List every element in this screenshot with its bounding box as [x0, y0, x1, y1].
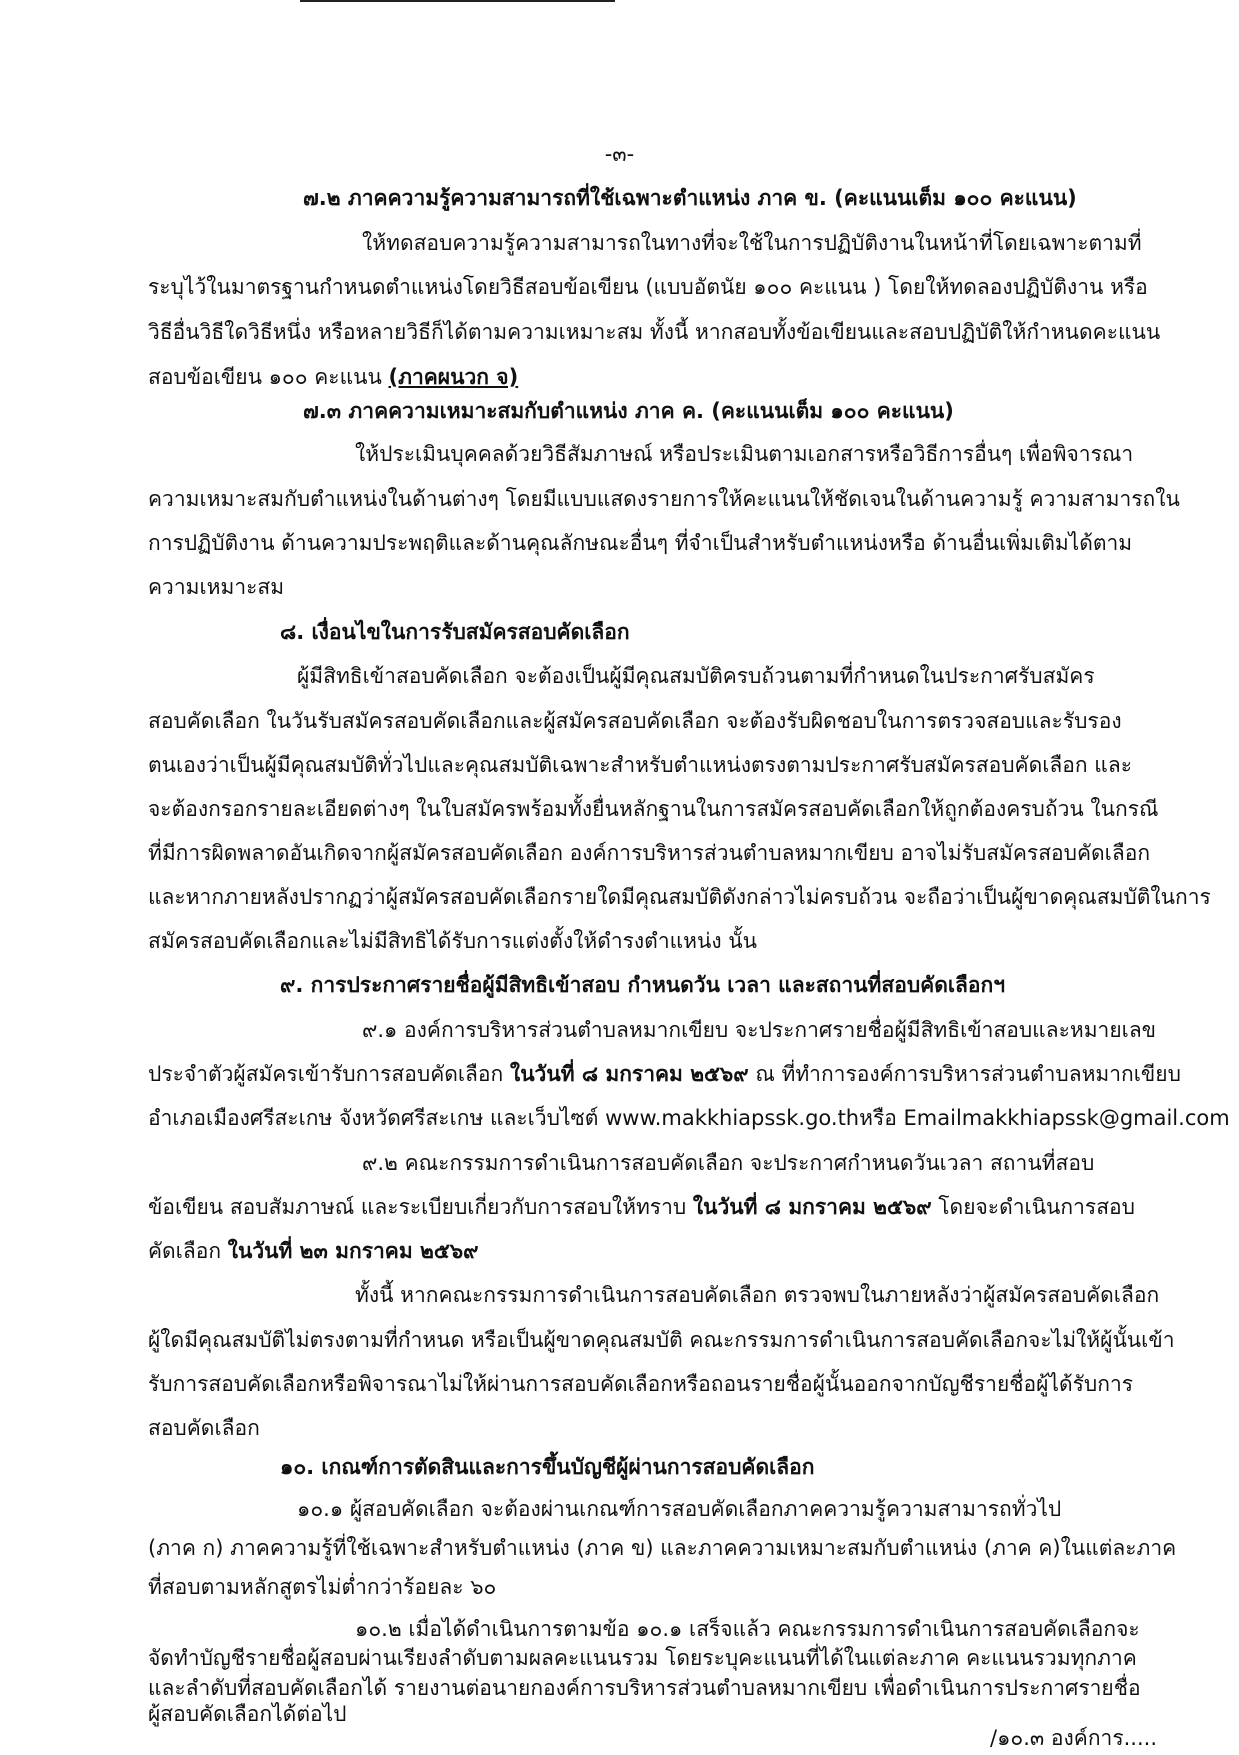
- section-9-line: ๙.๒ คณะกรรมการดำเนินการสอบคัดเลือก จะประกาศกำหนดวันเวลา สถานที่สอบ: [362, 1151, 1095, 1175]
- section-9-line: ผู้ใดมีคุณสมบัติไม่ตรงตามที่กำหนด หรือเป็นผู้ขาดคุณสมบัติ คณะกรรมการดำเนินการสอบคัดเลือกจะไม่ให้ผู้นั้นเข้า: [148, 1328, 1175, 1352]
- section-10-line: (ภาค ก) ภาคความรู้ที่ใช้เฉพาะสำหรับตำแหน่ง (ภาค ข) และภาคความเหมาะสมกับตำแหน่ง (ภาค ค)ในแต่ละภาค: [148, 1536, 1177, 1560]
- section-9-line: สอบคัดเลือก: [148, 1416, 260, 1440]
- announcement-date: ในวันที่ ๘ มกราคม ๒๕๖๙: [509, 1062, 749, 1086]
- exam-date: ในวันที่ ๒๓ มกราคม ๒๕๖๙: [227, 1239, 479, 1263]
- section-7-2-line: ให้ทดสอบความรู้ความสามารถในทางที่จะใช้ในการปฏิบัติงานในหน้าที่โดยเฉพาะตามที่: [362, 231, 1142, 255]
- section-8-line: จะต้องกรอกรายละเอียดต่างๆ ในใบสมัครพร้อมทั้งยื่นหลักฐานในการสมัครสอบคัดเลือกให้ถูกต้องครบถ้วน ในกรณี: [148, 797, 1159, 821]
- section-9-text: ประจำตัวผู้สมัครเข้ารับการสอบคัดเลือก: [148, 1062, 504, 1086]
- section-8-line: สอบคัดเลือก ในวันรับสมัครสอบคัดเลือกและผู้สมัครสอบคัดเลือก จะต้องรับผิดชอบในการตรวจสอบและรับรอง: [148, 709, 1122, 733]
- schedule-announcement-date: ในวันที่ ๘ มกราคม ๒๕๖๙: [692, 1195, 932, 1219]
- section-9-text: คัดเลือก: [148, 1239, 222, 1263]
- page-number: -๓-: [604, 142, 635, 166]
- section-10-line: ๑๐.๒ เมื่อได้ดำเนินการตามข้อ ๑๐.๑ เสร็จแล้ว คณะกรรมการดำเนินการสอบคัดเลือกจะ: [355, 1617, 1140, 1641]
- section-9-line: รับการสอบคัดเลือกหรือพิจารณาไม่ให้ผ่านการสอบคัดเลือกหรือถอนรายชื่อผู้นั้นออกจากบัญชีรายชื่อผู้ได้รับการ: [148, 1372, 1134, 1396]
- section-8-heading: ๘. เงื่อนไขในการรับสมัครสอบคัดเลือก: [280, 620, 630, 644]
- page-continuation-marker: /๑๐.๓ องค์การ.....: [990, 1726, 1158, 1750]
- section-7-2-line: ระบุไว้ในมาตรฐานกำหนดตำแหน่งโดยวิธีสอบข้อเขียน (แบบอัตนัย ๑๐๐ คะแนน ) โดยให้ทดลองปฏิบัติงาน หรือ: [148, 275, 1148, 299]
- section-9-line: [148, 1236, 478, 1266]
- section-10-line: ผู้สอบคัดเลือกได้ต่อไป: [148, 1702, 347, 1726]
- section-7-2-line: วิธีอื่นวิธีใดวิธีหนึ่ง หรือหลายวิธีก็ได้ตามความเหมาะสม ทั้งนี้ หากสอบทั้งข้อเขียนและสอบปฏิบัติให้กำหนดคะแนน: [148, 320, 1161, 344]
- section-9-line: ทั้งนี้ หากคณะกรรมการดำเนินการสอบคัดเลือก ตรวจพบในภายหลังว่าผู้สมัครสอบคัดเลือก: [355, 1283, 1160, 1307]
- section-8-line: ที่มีการผิดพลาดอันเกิดจากผู้สมัครสอบคัดเลือก องค์การบริหารส่วนตำบลหมากเขียบ อาจไม่รับสมัครสอบคัดเลือก: [148, 841, 1151, 865]
- section-10-line: และลำดับที่สอบคัดเลือกได้ รายงานต่อนายกองค์การบริหารส่วนตำบลหมากเขียบ เพื่อดำเนินการประกาศรายชื่อ: [148, 1676, 1141, 1700]
- section-9-text: ณ ที่ทำการองค์การบริหารส่วนตำบลหมากเขียบ: [755, 1062, 1181, 1086]
- section-9-text: ข้อเขียน สอบสัมภาษณ์ และระเบียบเกี่ยวกับการสอบให้ทราบ: [148, 1195, 687, 1219]
- section-8-line: สมัครสอบคัดเลือกและไม่มีสิทธิได้รับการแต่งตั้งให้ดำรงตำแหน่ง นั้น: [148, 929, 757, 953]
- section-8-line: และหากภายหลังปรากฏว่าผู้สมัครสอบคัดเลือกรายใดมีคุณสมบัติดังกล่าวไม่ครบถ้วน จะถือว่าเป็นผู้ขาดคุณสมบัติในการ: [148, 885, 1211, 909]
- section-7-3-line: ความเหมาะสมกับตำแหน่งในด้านต่างๆ โดยมีแบบแสดงรายการให้คะแนนให้ชัดเจนในด้านความรู้ ความสามารถใน: [148, 487, 1180, 511]
- section-9-line: [148, 1192, 1135, 1222]
- section-7-3-line: การปฏิบัติงาน ด้านความประพฤติและด้านคุณลักษณะอื่นๆ ที่จำเป็นสำหรับตำแหน่งหรือ ด้านอื่นเพิ่มเติมได้ตาม: [148, 531, 1133, 555]
- section-10-heading: ๑๐. เกณฑ์การตัดสินและการขึ้นบัญชีผู้ผ่านการสอบคัดเลือก: [280, 1455, 815, 1479]
- section-7-2-heading: ๗.๒ ภาคความรู้ความสามารถที่ใช้เฉพาะตำแหน่ง ภาค ข. (คะแนนเต็ม ๑๐๐ คะแนน): [303, 186, 1077, 210]
- section-8-line: ผู้มีสิทธิเข้าสอบคัดเลือก จะต้องเป็นผู้มีคุณสมบัติครบถ้วนตามที่กำหนดในประกาศรับสมัคร: [297, 664, 1095, 688]
- section-7-3-heading: ๗.๓ ภาคความเหมาะสมกับตำแหน่ง ภาค ค. (คะแนนเต็ม ๑๐๐ คะแนน): [303, 399, 954, 423]
- section-9-text: โดยจะดำเนินการสอบ: [938, 1195, 1135, 1219]
- section-7-3-line: ให้ประเมินบุคคลด้วยวิธีสัมภาษณ์ หรือประเมินตามเอกสารหรือวิธีการอื่นๆ เพื่อพิจารณา: [355, 442, 1134, 466]
- section-10-line: จัดทำบัญชีรายชื่อผู้สอบผ่านเรียงลำดับตามผลคะแนนรวม โดยระบุคะแนนที่ได้ในแต่ละภาค คะแนนรวมทุกภาค: [148, 1646, 1137, 1670]
- top-rule: [300, 0, 615, 2]
- section-10-line: ๑๐.๑ ผู้สอบคัดเลือก จะต้องผ่านเกณฑ์การสอบคัดเลือกภาคความรู้ความสามารถทั่วไป: [297, 1497, 1062, 1521]
- annex-reference: (ภาคผนวก จ): [388, 365, 519, 389]
- section-9-line: ๙.๑ องค์การบริหารส่วนตำบลหมากเขียบ จะประกาศรายชื่อผู้มีสิทธิเข้าสอบและหมายเลข: [362, 1018, 1157, 1042]
- section-9-heading: ๙. การประกาศรายชื่อผู้มีสิทธิเข้าสอบ กำหนดวัน เวลา และสถานที่สอบคัดเลือกฯ: [280, 973, 1006, 997]
- section-9-line: [148, 1059, 1181, 1089]
- section-7-2-line: [148, 362, 518, 392]
- section-7-2-line-text: สอบข้อเขียน ๑๐๐ คะแนน: [148, 365, 382, 389]
- section-7-3-line: ความเหมาะสม: [148, 575, 285, 599]
- section-8-line: ตนเองว่าเป็นผู้มีคุณสมบัติทั่วไปและคุณสมบัติเฉพาะสำหรับตำแหน่งตรงตามประกาศรับสมัครสอบคัดเลือก และ: [148, 753, 1132, 777]
- section-10-line: ที่สอบตามหลักสูตรไม่ต่ำกว่าร้อยละ ๖๐: [148, 1575, 497, 1599]
- section-9-line: อำเภอเมืองศรีสะเกษ จังหวัดศรีสะเกษ และเว็บไซต์ www.makkhiapssk.go.thหรือ Emailmakkhiapssk@gmail.com: [148, 1106, 1230, 1130]
